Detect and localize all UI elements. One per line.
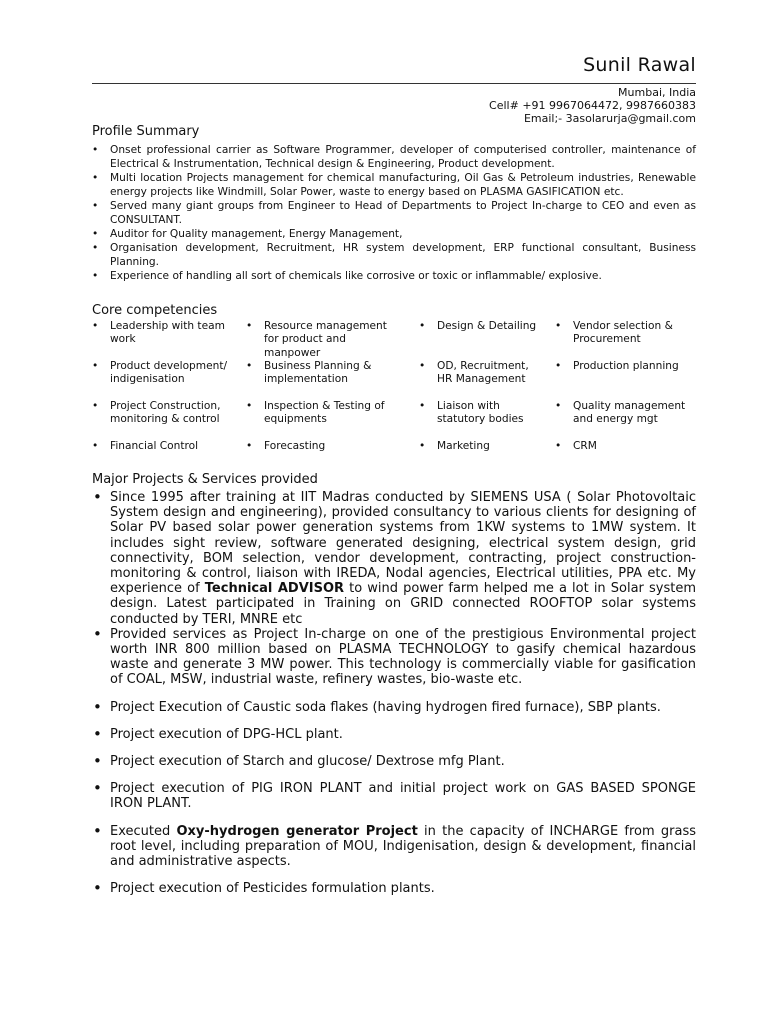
project-text: Since 1995 after training at IIT Madras conducted by SIEMENS USA ( Solar Photovoltaic System design and engineering), provided consultancy to various clients for designing of Solar PV based solar power generation systems from 1KW systems to 1MW system. It includes sight review, software generated designing, electrical system design, grid connectivity, BOM selection, vendor development, contracting, project construction-monitoring & control, liaison with IREDA, Nodal agencies, Electrical utilities, PPA etc. My experience of: [110, 490, 696, 597]
core-competencies-heading: Core competencies: [92, 303, 218, 318]
list-item: • Experience of handling all sort of chemicals like corrosive or toxic or inflammable/ explosive.: [92, 269, 696, 283]
competency-item: • Product development/ indigenisation: [92, 360, 236, 387]
project-text: in the capacity of INCHARGE from grass root level, including preparation of MOU, Indigenisation, design & development, financial and administrative aspects.: [110, 823, 696, 870]
list-item: • Multi location Projects management for chemical manufacturing, Oil Gas & Petroleum industries, Renewable energy projects like Windmill, Solar Power, waste to energy based on PLASMA GASIFICATION etc.: [92, 171, 696, 199]
list-item: [92, 490, 696, 627]
list-item: • Project Execution of Caustic soda flakes (having hydrogen fired furnace), SBP plants.: [92, 700, 696, 715]
list-item: [92, 824, 696, 870]
list-item: • Organisation development, Recruitment, HR system development, ERP functional consultant, Business Planning.: [92, 241, 696, 269]
profile-summary-heading: Profile Summary: [92, 124, 200, 139]
list-item: • Auditor for Quality management, Energy Management,: [92, 227, 696, 241]
competency-item: • Quality management and energy mgt: [555, 400, 693, 427]
list-item: • Project execution of Pesticides formulation plants.: [92, 881, 696, 896]
profile-summary-list: [92, 143, 696, 283]
project-highlight: Technical ADVISOR: [204, 581, 345, 597]
competencies-row: [92, 400, 696, 440]
competency-item: • OD, Recruitment, HR Management: [419, 360, 547, 387]
competencies-row: [92, 320, 696, 360]
major-projects-list: [92, 490, 696, 896]
contact-block: [489, 86, 696, 125]
competencies-grid: [92, 320, 696, 480]
list-item: • Provided services as Project In-charge on one of the prestigious Environmental project worth INR 800 million based on PLASMA TECHNOLOGY to gasify chemical hazardous waste and generate 3 MW power. This technology is commercially viable for gasification of COAL, MSW, industrial waste, refinery wastes, bio-waste etc.: [92, 627, 696, 688]
competency-item: • Leadership with team work: [92, 320, 236, 347]
competency-item: • Design & Detailing: [419, 320, 547, 333]
project-highlight: Oxy-hydrogen generator Project: [176, 823, 418, 839]
major-projects-heading: Major Projects & Services provided: [92, 472, 318, 487]
competency-item: • Liaison with statutory bodies: [419, 400, 547, 427]
list-item: • Project execution of DPG-HCL plant.: [92, 727, 696, 742]
competency-item: • Forecasting: [246, 440, 404, 453]
cell-text: Cell# +91 9967064472, 9987660383: [489, 99, 696, 112]
competencies-row: [92, 360, 696, 400]
competency-item: • Financial Control: [92, 440, 236, 453]
email-text: Email;- 3asolarurja@gmail.com: [523, 112, 696, 125]
project-text: Executed: [110, 823, 177, 839]
header-divider: [92, 83, 696, 84]
competency-item: • Business Planning & implementation: [246, 360, 404, 387]
candidate-name: Sunil Rawal: [583, 54, 696, 76]
competency-item: • Vendor selection & Procurement: [555, 320, 693, 347]
competency-item: • Resource management for product and manpower: [246, 320, 404, 360]
list-item: • Project execution of Starch and glucose/ Dextrose mfg Plant.: [92, 754, 696, 769]
competency-item: • Inspection & Testing of equipments: [246, 400, 404, 427]
list-item: • Project execution of PIG IRON PLANT and initial project work on GAS BASED SPONGE IRON PLANT.: [92, 781, 696, 811]
location-text: Mumbai, India: [618, 86, 696, 99]
competency-item: • Marketing: [419, 440, 547, 453]
list-item: • Onset professional carrier as Software Programmer, developer of computerised controller, maintenance of Electrical & Instrumentation, Technical design & Engineering, Product development.: [92, 143, 696, 171]
competency-item: • Production planning: [555, 360, 693, 373]
competency-item: • Project Construction, monitoring & control: [92, 400, 236, 427]
competency-item: • CRM: [555, 440, 693, 453]
project-text: to wind power farm helped me a lot in Solar system design. Latest participated in Training on GRID connected ROOFTOP solar systems conducted by TERI, MNRE etc: [110, 581, 696, 627]
list-item: • Served many giant groups from Engineer to Head of Departments to Project In-charge to CEO and even as CONSULTANT.: [92, 199, 696, 227]
